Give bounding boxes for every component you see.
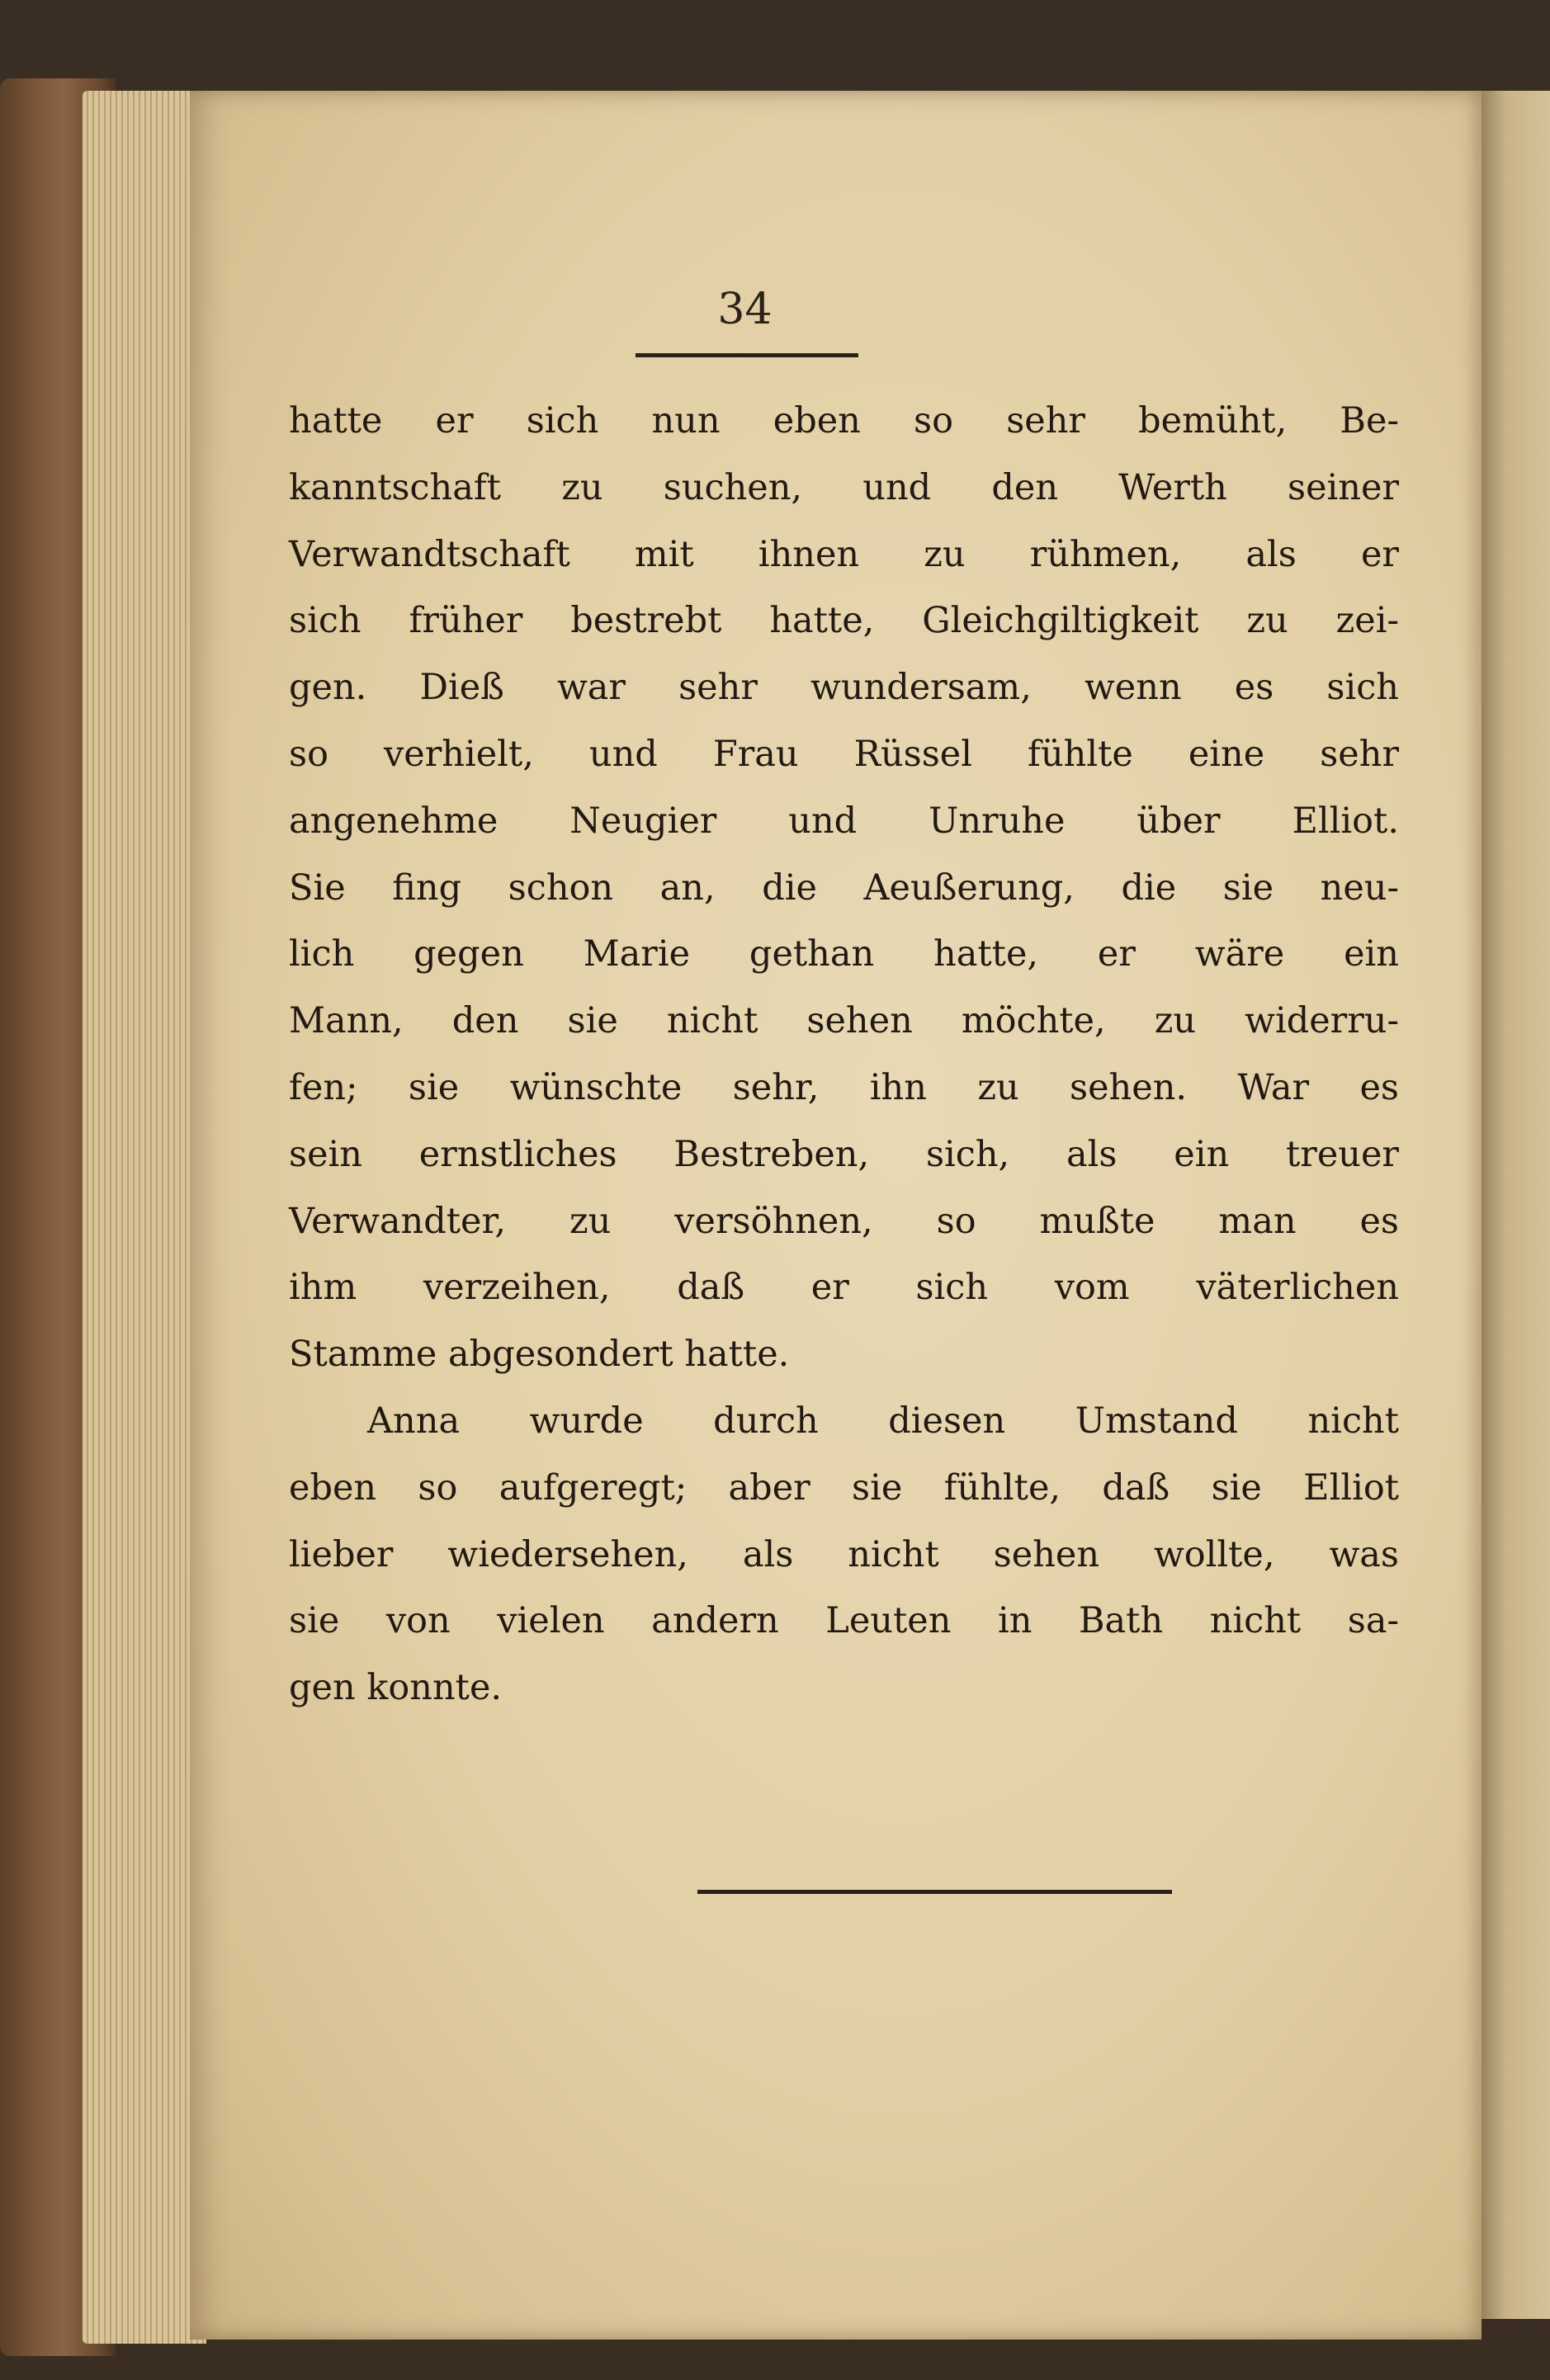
text-line: ihm verzeihen, daß er sich vom väterlichen <box>289 1267 1399 1309</box>
text-line: gen. Dieß war sehr wundersam, wenn es sich <box>289 667 1399 709</box>
text-line: sich früher bestrebt hatte, Gleichgiltigkeit zu zei- <box>289 600 1399 642</box>
body-text <box>289 388 1399 1721</box>
text-line: Stamme abgesondert hatte. <box>289 1334 790 1376</box>
text-line: lieber wiedersehen, als nicht sehen wollte, was <box>289 1533 1399 1575</box>
text-line: Mann, den sie nicht sehen möchte, zu widerru- <box>289 1000 1399 1042</box>
header-rule <box>636 353 858 357</box>
footer-rule <box>697 1890 1172 1894</box>
text-line: hatte er sich nun eben so sehr bemüht, Be- <box>289 400 1399 442</box>
text-line: Anna wurde durch diesen Umstand nicht <box>367 1400 1399 1442</box>
text-line: Sie fing schon an, die Aeußerung, die sie neu- <box>289 867 1399 909</box>
text-line: eben so aufgeregt; aber sie fühlte, daß sie Elliot <box>289 1466 1399 1509</box>
text-line: lich gegen Marie gethan hatte, er wäre ein <box>289 933 1399 975</box>
text-line: sein ernstliches Bestreben, sich, als ein treuer <box>289 1133 1399 1175</box>
text-line: fen; sie wünschte sehr, ihn zu sehen. War es <box>289 1066 1399 1108</box>
facing-page-edge <box>1477 91 1550 2319</box>
text-line: angenehme Neugier und Unruhe über Elliot. <box>289 800 1399 842</box>
text-line: Verwandtschaft mit ihnen zu rühmen, als er <box>289 533 1399 575</box>
page-edges <box>83 91 206 2344</box>
text-line: gen konnte. <box>289 1667 503 1709</box>
book-page <box>190 91 1481 2340</box>
text-line: Verwandter, zu versöhnen, so mußte man es <box>289 1200 1399 1242</box>
page-number: 34 <box>717 285 773 334</box>
text-line: kanntschaft zu suchen, und den Werth seiner <box>289 466 1399 508</box>
text-line: so verhielt, und Frau Rüssel fühlte eine sehr <box>289 733 1399 775</box>
text-line: sie von vielen andern Leuten in Bath nicht sa- <box>289 1600 1399 1642</box>
